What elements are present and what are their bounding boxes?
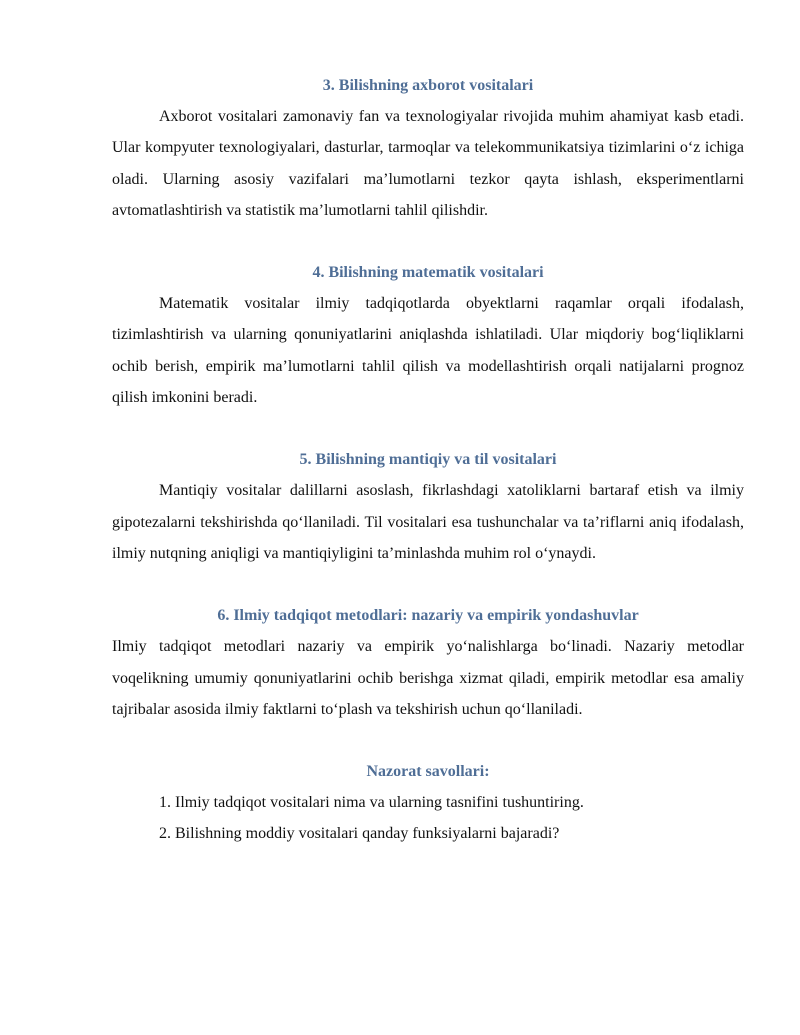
document-page: [112, 70, 744, 850]
spacer: [112, 725, 744, 756]
questions-list: [112, 787, 744, 850]
questions-heading: Nazorat savollari:: [366, 763, 490, 781]
spacer: [112, 413, 744, 444]
section-4-paragraph: Matematik vositalar ilmiy tadqiqotlarda obyektlarni raqamlar orqali ifodalash, tizimlashtirish va ularning qonuniyatlarini aniqlashda ishlatiladi. Ular miqdoriy bog‘liqliklarni ochib berish, empirik ma’lumotlarni tahlil qilish va modellashtirish orqali natijalarni prognoz qilish imkonini beradi.: [112, 295, 744, 407]
section-3-paragraph: Axborot vositalari zamonaviy fan va texnologiyalar rivojida muhim ahamiyat kasb etadi. Ular kompyuter texnologiyalari, dasturlar, tarmoqlar va telekommunikatsiya tizimlarini o‘z ichiga oladi. Ularning asosiy vazifalari ma’lumotlarni tezkor qayta ishlash, eksperimentlarni avtomatlashtirish va statistik ma’lumotlarni tahlil qilishdir.: [112, 108, 744, 219]
question-item: 1. Ilmiy tadqiqot vositalari nima va ularning tasnifini tushuntiring.: [159, 794, 584, 812]
spacer: [112, 226, 744, 257]
spacer: [112, 569, 744, 600]
section-3-heading: 3. Bilishning axborot vositalari: [322, 77, 534, 94]
section-4-heading: 4. Bilishning matematik vositalari: [312, 264, 544, 282]
section-6-heading: 6. Ilmiy tadqiqot metodlari: nazariy va empirik yondashuvlar: [217, 607, 639, 625]
section-5-heading: 5. Bilishning mantiqiy va til vositalari: [299, 451, 557, 469]
question-item: 2. Bilishning moddiy vositalari qanday funksiyalarni bajaradi?: [159, 825, 560, 843]
section-6-paragraph: Ilmiy tadqiqot metodlari nazariy va empirik yo‘nalishlarga bo‘linadi. Nazariy metodlar voqelikning umumiy qonuniyatlarini ochib berishga xizmat qiladi, empirik metodlar esa amaliy tajribalar asosida ilmiy faktlarni to‘plash va tekshirish uchun qo‘llaniladi.: [112, 638, 744, 718]
section-5-paragraph: Mantiqiy vositalar dalillarni asoslash, fikrlashdagi xatoliklarni bartaraf etish va ilmiy gipotezalarni tekshirishda qo‘llaniladi. Til vositalari esa tushunchalar va ta’riflarni aniq ifodalash, ilmiy nutqning aniqligi va mantiqiyligini ta’minlashda muhim rol o‘ynaydi.: [112, 482, 744, 562]
